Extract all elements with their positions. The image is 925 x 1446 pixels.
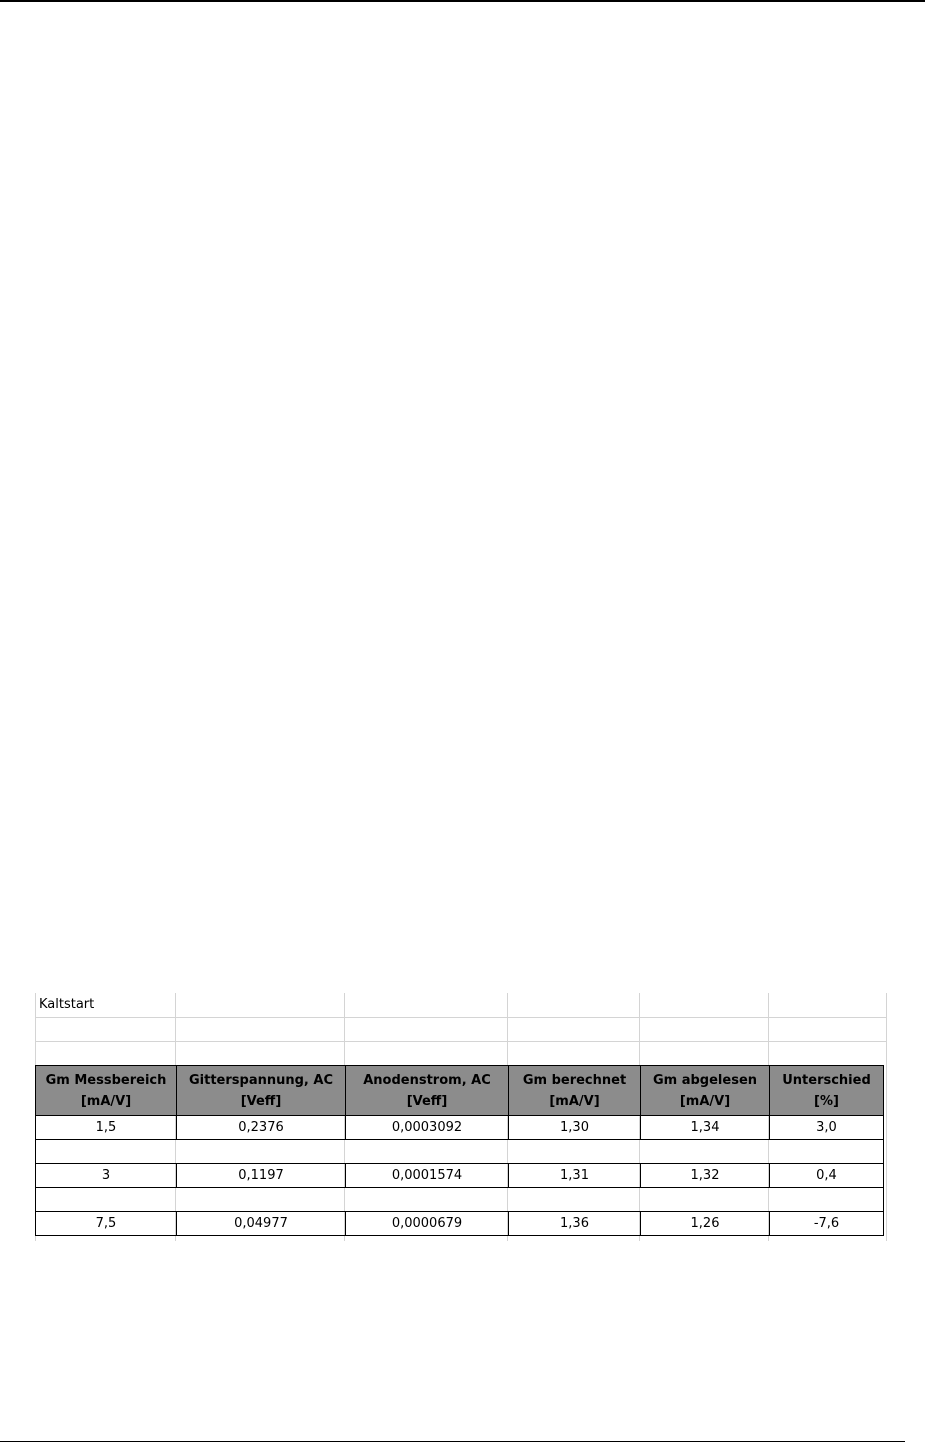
table-cell: 1,26 [641, 1212, 770, 1236]
top-rule [0, 0, 925, 2]
table-cell: 1,36 [509, 1212, 641, 1236]
table-cell: -7,6 [770, 1212, 884, 1236]
column-header: Gitterspannung, AC [Veff] [177, 1066, 346, 1116]
column-header: Gm Messbereich [mA/V] [36, 1066, 177, 1116]
bottom-rule [0, 1441, 905, 1442]
table-cell: 1,5 [36, 1116, 177, 1140]
table-cell: 0,0001574 [346, 1164, 509, 1188]
spreadsheet-excerpt [35, 993, 887, 1241]
table-cell: 1,31 [509, 1164, 641, 1188]
table-row [36, 1164, 884, 1188]
column-header: Gm berechnet [mA/V] [509, 1066, 641, 1116]
empty-cell [36, 1140, 884, 1164]
table-row [36, 1212, 884, 1236]
table-cell: 0,4 [770, 1164, 884, 1188]
column-header: Unterschied [%] [770, 1066, 884, 1116]
table-cell: 3 [36, 1164, 177, 1188]
gridline [35, 1017, 887, 1018]
table-cell: 0,0003092 [346, 1116, 509, 1140]
table-cell: 0,2376 [177, 1116, 346, 1140]
measurement-table [35, 1065, 884, 1236]
table-row [36, 1116, 884, 1140]
header-row [36, 1066, 884, 1116]
spacer-row [36, 1140, 884, 1164]
empty-cell [36, 1188, 884, 1212]
table-cell: 0,0000679 [346, 1212, 509, 1236]
table-cell: 0,1197 [177, 1164, 346, 1188]
table-cell: 1,34 [641, 1116, 770, 1140]
sheet-title: Kaltstart [39, 997, 95, 1012]
gridline [886, 993, 887, 1241]
table-cell: 1,30 [509, 1116, 641, 1140]
spacer-row [36, 1188, 884, 1212]
gridline [35, 1041, 887, 1042]
table-cell: 7,5 [36, 1212, 177, 1236]
table-cell: 0,04977 [177, 1212, 346, 1236]
column-header: Anodenstrom, AC [Veff] [346, 1066, 509, 1116]
table-cell: 3,0 [770, 1116, 884, 1140]
column-header: Gm abgelesen [mA/V] [641, 1066, 770, 1116]
table-cell: 1,32 [641, 1164, 770, 1188]
